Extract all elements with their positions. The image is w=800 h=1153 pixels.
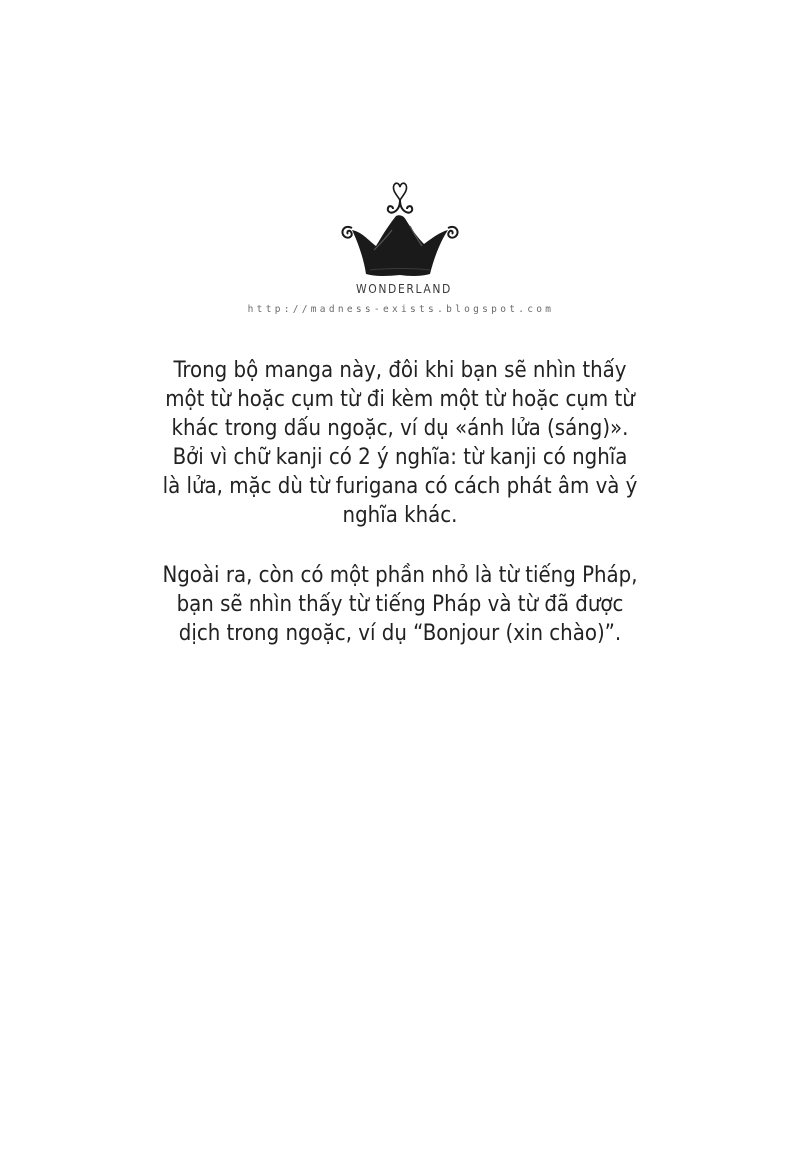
paragraph-line: khác trong dấu ngoặc, ví dụ «ánh lửa (sáng)». xyxy=(171,416,629,441)
brand-name: WONDERLAND xyxy=(356,282,452,296)
paragraph-line: dịch trong ngoặc, ví dụ “Bonjour (xin chào)”. xyxy=(178,621,622,646)
paragraph-line: Trong bộ manga này, đôi khi bạn sẽ nhìn thấy xyxy=(173,358,627,383)
paragraph-line: một từ hoặc cụm từ đi kèm một từ hoặc cụm từ xyxy=(165,387,635,412)
logo-block xyxy=(0,180,800,315)
blog-url: http://madness-exists.blogspot.com xyxy=(247,304,555,315)
paragraph-1 xyxy=(100,356,700,530)
paragraph-line: Bởi vì chữ kanji có 2 ý nghĩa: từ kanji có nghĩa xyxy=(172,445,628,470)
crown-icon xyxy=(330,180,470,280)
paragraph-line: nghĩa khác. xyxy=(342,503,458,528)
paragraph-line: là lửa, mặc dù từ furigana có cách phát âm và ý xyxy=(162,474,638,499)
paragraph-2 xyxy=(100,561,700,648)
paragraph-line: bạn sẽ nhìn thấy từ tiếng Pháp và từ đã được xyxy=(176,592,624,617)
paragraph-line: Ngoài ra, còn có một phần nhỏ là từ tiếng Pháp, xyxy=(162,563,638,588)
